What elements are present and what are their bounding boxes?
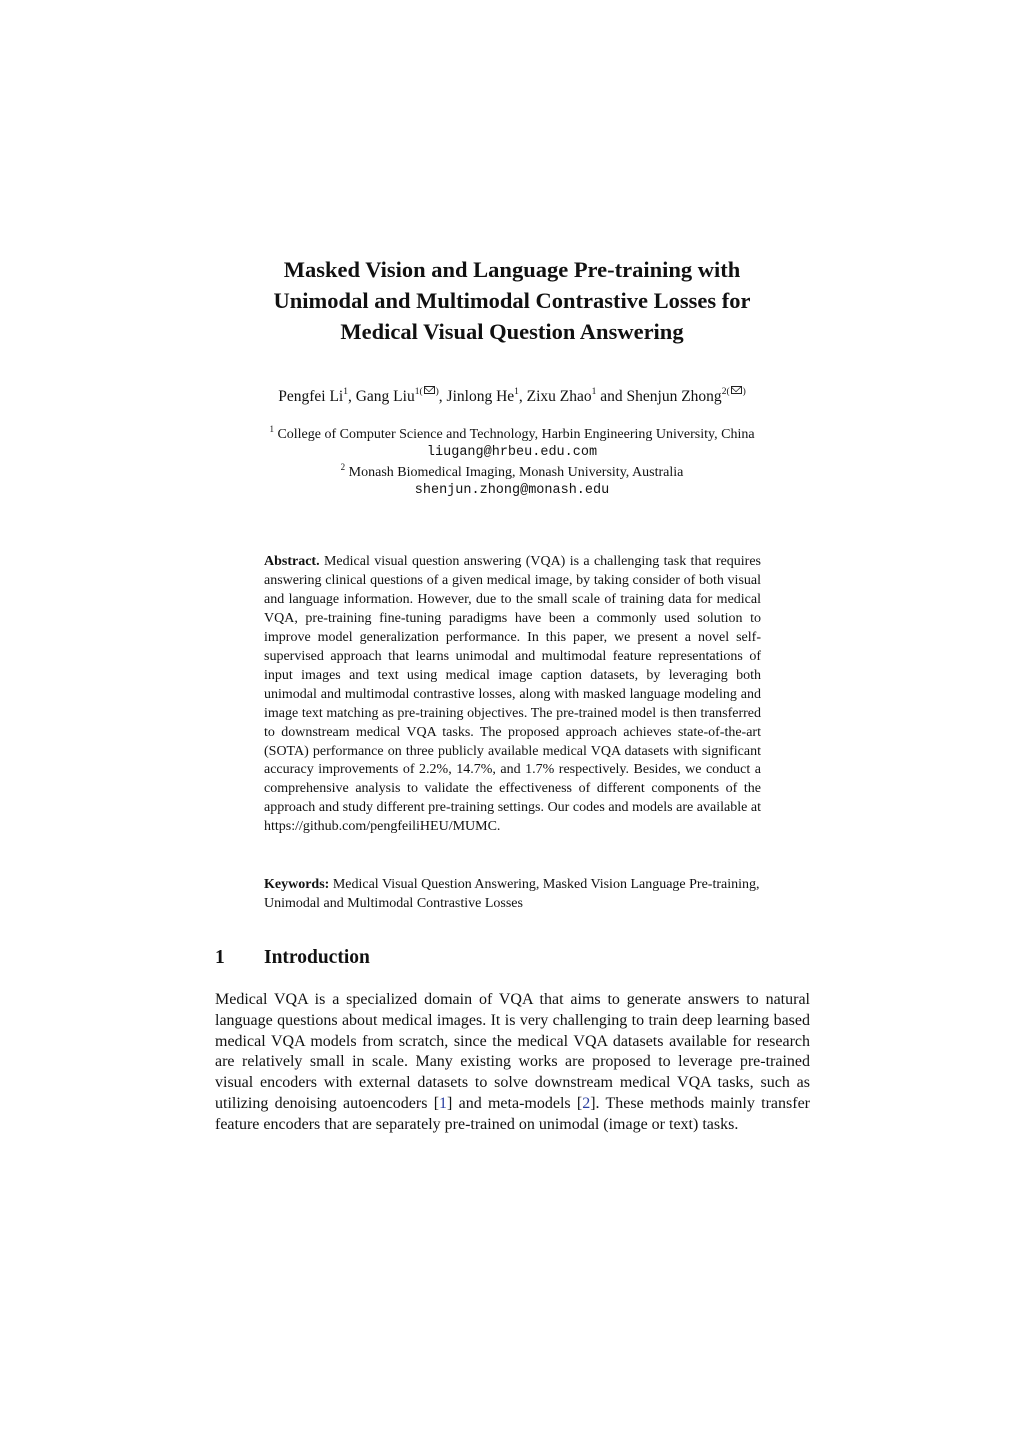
author-name: Shenjun Zhong	[626, 388, 722, 405]
abstract	[264, 553, 761, 837]
keywords	[264, 875, 761, 913]
affiliation-paren: )	[742, 387, 746, 397]
affiliation	[150, 464, 874, 482]
affiliation-mark: 1	[269, 424, 274, 434]
author-name: Zixu Zhao	[526, 388, 592, 405]
intro-text: ]. These methods mainly transfer feature encoders that are separately pre-trained on unimodal (image or text) tasks.	[215, 1094, 810, 1133]
author-affiliation-mark	[415, 387, 439, 397]
author-affiliation-mark: 1	[514, 387, 519, 397]
author-separator: and	[596, 388, 627, 405]
envelope-icon	[424, 386, 435, 394]
author-name: Jinlong He	[446, 388, 515, 405]
paper-title	[200, 254, 824, 347]
abstract-label: Abstract.	[264, 554, 320, 569]
title-line: Medical Visual Question Answering	[340, 319, 684, 344]
section-heading	[215, 945, 370, 971]
section-number: 1	[215, 947, 225, 968]
citation-link[interactable]: 2	[582, 1094, 591, 1112]
affiliation-number: 2(	[721, 387, 730, 397]
affiliation-mark: 2	[340, 462, 346, 472]
author-separator: ,	[518, 388, 527, 405]
abstract-text: Medical visual question answering (VQA) is a challenging task that requires answering clinical questions of a given medical image, by taking consider of both visual and language information. However, due to the small scale of training data for medical VQA, pre-training fine-tuning paradigms have been a commonly used solution to improve model generalization performance. In this paper, we present a novel self-supervised approach that learns unimodal and multimodal feature representations of input images and text using medical image caption datasets, by leveraging both unimodal and multimodal contrastive losses, along with masked language modeling and image text matching as pre-training objectives. The pre-trained model is then transferred to downstream medical VQA tasks. The proposed approach achieves state-of-the-art (SOTA) performance on three publicly available medical VQA datasets with significant accuracy improvements of 2.2%, 14.7%, and 1.7% respectively. Besides, we conduct a comprehensive analysis to validate the effectiveness of different components of the approach and study different pre-training settings. Our codes and models are available at https://github.com/pengfeiliHEU/MUMC.	[264, 554, 761, 835]
keywords-text: Medical Visual Question Answering, Masked Vision Language Pre-training, Unimodal and Multimodal Contrastive Losses	[264, 877, 760, 911]
title-line: Masked Vision and Language Pre-training with	[283, 257, 741, 282]
keywords-label: Keywords:	[264, 877, 330, 892]
author-affiliation-mark: 1	[591, 387, 597, 397]
author-affiliation-mark	[722, 387, 746, 397]
affiliation-text: College of Computer Science and Technology, Harbin Engineering University, China	[277, 427, 755, 442]
envelope-icon	[731, 386, 742, 394]
author-separator: ,	[438, 388, 447, 405]
author-name: Pengfei Li	[278, 388, 344, 405]
author-email: shenjun.zhong@monash.edu	[414, 483, 610, 498]
author-list	[150, 386, 874, 408]
author-affiliation-mark: 1	[343, 387, 348, 397]
affiliation	[150, 426, 874, 444]
affiliation-number: 1(	[414, 387, 423, 397]
intro-text: ] and meta-models [	[447, 1094, 583, 1112]
affiliation-text: Monash Biomedical Imaging, Monash University, Australia	[348, 465, 684, 480]
title-line: Unimodal and Multimodal Contrastive Losses for	[273, 288, 751, 313]
author-name: Gang Liu	[355, 388, 415, 405]
section-title: Introduction	[264, 947, 370, 968]
author-email: liugang@hrbeu.edu.com	[426, 445, 598, 460]
intro-text: Medical VQA is a specialized domain of VQA that aims to generate answers to natural language questions about medical images. It is very challenging to train deep learning based medical VQA models from scratch, since the medical VQA datasets available for research are relatively small in scale. Many existing works are proposed to leverage pre-trained visual encoders with external datasets to solve downstream medical VQA tasks, such as utilizing denoising autoencoders [	[215, 991, 810, 1112]
citation-link[interactable]: 1	[439, 1094, 448, 1112]
intro-paragraph	[215, 990, 810, 1136]
author-separator: ,	[347, 388, 356, 405]
affiliation-paren: )	[435, 387, 439, 397]
